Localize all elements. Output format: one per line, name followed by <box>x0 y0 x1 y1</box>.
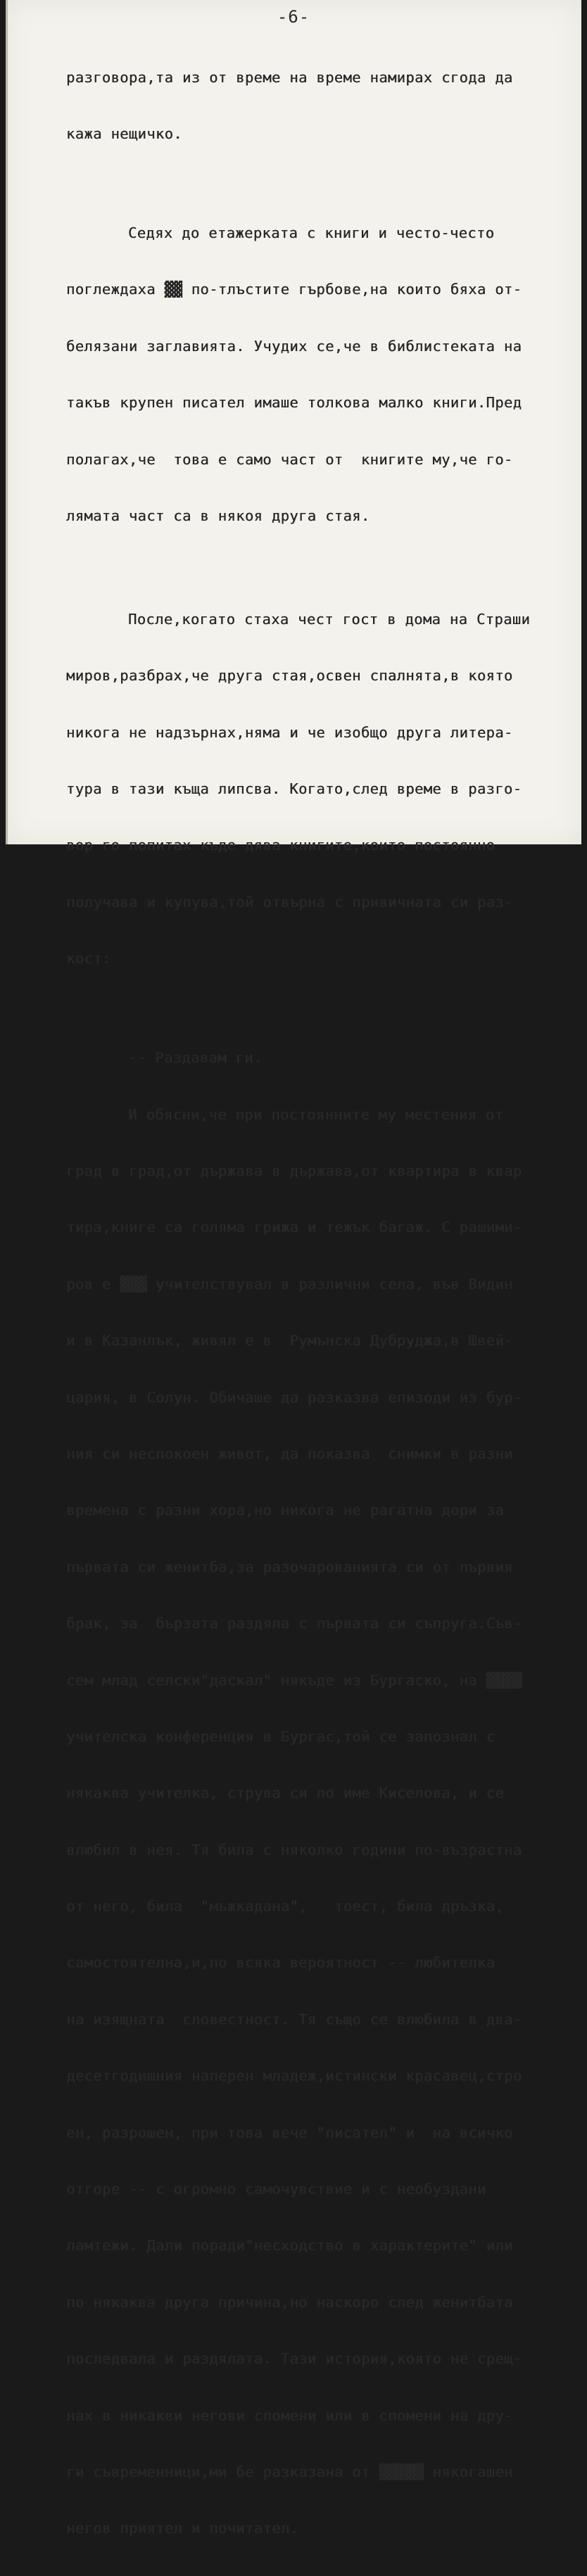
text-line: самостоятелна,и,по всяка вероятност -- любителка <box>66 1954 496 1972</box>
text-line: полагах,че това е само част от книгите му,че го- <box>66 450 513 468</box>
page-body <box>66 30 587 2576</box>
text-line: тира,книге са голяма грижа и тежък багаж. С рашими- <box>66 1219 522 1236</box>
text-line: сем млад селски"даскал" някъде из Бургаско, на ▓▓▓▓ <box>66 1671 522 1689</box>
text-line: нах в никакви негови спомени или в спомени на дру- <box>66 2406 513 2424</box>
text-line: отгоре -- с огромно самочувствие и с необуздани <box>66 2181 486 2198</box>
text-line: кост: <box>66 950 111 967</box>
page-number: -6- <box>277 7 310 27</box>
text-line: цария, в Солун. Обичаше да разказва епизоди из бур- <box>66 1388 522 1406</box>
text-line: десетгодишния наперен младеж,истински красавец,стро <box>66 2067 522 2085</box>
text-line: никога не надзърнах,няма и че изобщо друга литера- <box>66 723 513 741</box>
text-line: ров е ▓▓▓ учителствувал в различни села, във Видин <box>66 1275 513 1293</box>
text-line: Седях до етажерката с книги и често-често <box>128 224 495 241</box>
text-line: на изящната словестност. Тя също се влюбила в два- <box>66 2010 522 2028</box>
text-line: ен, разрошен, при това вече "писател" и на всичко <box>66 2124 513 2141</box>
text-line: кажа нещичко. <box>66 125 182 142</box>
text-line: влюбил в нея. Тя била с няколко години по-възрастна <box>66 1841 522 1858</box>
text-line: и в Казанлък, живял е в Румънска Дубруджа,в Швей- <box>66 1332 513 1350</box>
text-line: -- Раздавам ги. <box>128 1049 263 1067</box>
text-line: негов приятел и почитател. <box>66 2520 298 2537</box>
typewritten-page <box>6 0 581 2537</box>
text-line: от него, била "мъжкадана", тоест, била дръзка, <box>66 1898 504 1915</box>
text-line: последвала и раздялата. Тази история,която не срещ- <box>66 2350 522 2368</box>
text-line: разговора,та из от време на време намирах сгода да <box>66 68 513 86</box>
text-line: ламтежи. Дали поради"несходство в характерите" или <box>66 2237 513 2254</box>
text-line: учителска конференция в Бургас,той се запознал с <box>66 1727 496 1745</box>
text-line: вор го попитах къде дява книгите,които постоянно <box>66 837 496 854</box>
text-line: После,когато стаха чест гост в дома на Страши <box>128 610 531 628</box>
text-line: времена с разни хора,но никога не рагатна дори за <box>66 1502 504 1519</box>
text-line: лямата част са в някоя друга стая. <box>66 507 370 524</box>
text-line: такъв крупен писател имаше толкова малко книги.Пред <box>66 394 522 412</box>
text-line: тура в тази къща липсва. Когато,след време в разго- <box>66 780 522 798</box>
text-line: някаква учителка, струва си по име Киселова, и се <box>66 1784 504 1802</box>
text-line: по някаква друга причина,но наскоро след женитбата <box>66 2293 513 2311</box>
text-line: брак, за бързата раздяла с първата си съпруга.Съв- <box>66 1615 522 1632</box>
text-line: ния си неспокоен живот, да показва снимки в разни <box>66 1445 513 1462</box>
text-line: първата си женитба,за разочарованията си от първия <box>66 1558 513 1575</box>
text-line: белязани заглавията. Учудих се,че в библистеката на <box>66 337 522 355</box>
text-line: поглеждаха ▓▓ по-тлъстите гърбове,на които бяха от- <box>66 281 522 298</box>
text-line: ги съвременници,ми бе разказана от ▓▓▓▓▓ някогашен <box>66 2463 513 2480</box>
text-line: И обясни,че при постоянните му местения от <box>128 1105 504 1123</box>
text-line: град в град,от държава в държава,от квартира в квар <box>66 1162 522 1180</box>
text-line: получава и купува,той отвърна с привичната си раз- <box>66 893 513 911</box>
text-line: миров,разбрах,че друга стая,освен спалнята,в която <box>66 667 513 685</box>
